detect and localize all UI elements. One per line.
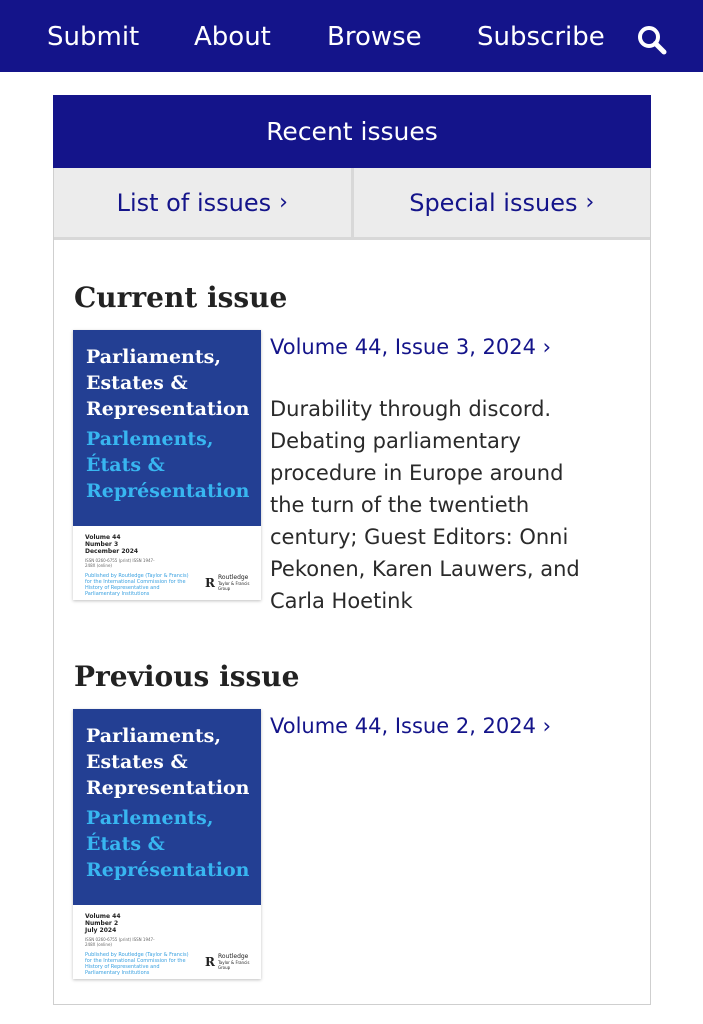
- special-issues-label: Special issues: [409, 188, 578, 217]
- logo-name: Routledge: [217, 953, 249, 960]
- cover-date: July 2024: [85, 927, 117, 934]
- cover-title-line: Parliaments,: [86, 346, 221, 368]
- search-icon[interactable]: [636, 24, 668, 56]
- routledge-logo: [205, 953, 261, 970]
- cover-title-french: [86, 426, 251, 504]
- cover-publisher-note: Published by Routledge (Taylor & Francis) for the International Commission for the History of Representative and Parliamentary Institutions: [85, 573, 189, 597]
- cover-title-line: Estates &: [86, 751, 188, 773]
- current-issue-link[interactable]: Volume 44, Issue 3, 2024 ›: [270, 335, 552, 359]
- cover-title-block: [73, 330, 261, 526]
- cover-title-line: Représentation: [86, 859, 250, 881]
- logo-name: Routledge: [217, 574, 249, 581]
- current-issue-cover[interactable]: [73, 330, 261, 600]
- issue-tabs: [54, 168, 650, 240]
- cover-title-block: [73, 709, 261, 905]
- routledge-logo: [205, 574, 261, 591]
- cover-number: Number 3: [85, 541, 119, 548]
- routledge-logo-text: [218, 574, 261, 591]
- cover-title-line: Representation: [86, 777, 250, 799]
- cover-title-english: [86, 344, 251, 422]
- cover-date: December 2024: [85, 548, 139, 555]
- previous-issue-cover[interactable]: [73, 709, 261, 979]
- top-navigation-bar: [0, 0, 703, 72]
- cover-volume: Volume 44: [85, 534, 121, 541]
- chevron-right-icon: ›: [585, 190, 595, 215]
- nav-about-link[interactable]: About: [194, 22, 271, 52]
- nav-browse-link[interactable]: Browse: [327, 22, 422, 52]
- cover-volume-info: [85, 913, 155, 934]
- logo-sub: Taylor & Francis Group: [217, 960, 250, 970]
- nav-subscribe-link[interactable]: Subscribe: [477, 22, 605, 52]
- cover-title-english: [86, 723, 251, 801]
- cover-volume-info: [85, 534, 155, 555]
- routledge-logo-mark: R: [205, 575, 215, 590]
- chevron-right-icon: ›: [279, 190, 288, 215]
- cover-volume: Volume 44: [85, 913, 121, 920]
- cover-publisher-note: Published by Routledge (Taylor & Francis) for the International Commission for the History of Representative and Parliamentary Institutions: [85, 952, 189, 976]
- cover-title-line: États &: [86, 833, 165, 855]
- recent-issues-panel: [53, 95, 651, 1005]
- routledge-logo-text: [218, 953, 261, 970]
- cover-title-line: Estates &: [86, 372, 188, 394]
- cover-title-line: États &: [86, 454, 165, 476]
- cover-issn: ISSN 0260-6755 (print) ISSN 1947-248X (online): [85, 937, 155, 947]
- special-issues-tab[interactable]: [354, 168, 651, 237]
- cover-title-line: Parliaments,: [86, 725, 221, 747]
- current-issue-heading: Current issue: [74, 281, 288, 314]
- nav-submit-link[interactable]: Submit: [47, 22, 140, 52]
- current-issue-description: Durability through discord. Debating parliamentary procedure in Europe around the turn of the twentieth century; Guest Editors: Onni Pekonen, Karen Lauwers, and Carla Hoetink: [270, 397, 580, 613]
- previous-issue-link[interactable]: Volume 44, Issue 2, 2024 ›: [270, 714, 552, 738]
- list-of-issues-label: List of issues: [116, 188, 272, 217]
- cover-title-line: Representation: [86, 398, 250, 420]
- cover-title-line: Représentation: [86, 480, 250, 502]
- list-of-issues-tab[interactable]: [54, 168, 354, 237]
- logo-sub: Taylor & Francis Group: [217, 581, 250, 591]
- recent-issues-header: Recent issues: [53, 95, 651, 168]
- previous-issue-heading: Previous issue: [74, 660, 300, 693]
- cover-issn: ISSN 0260-6755 (print) ISSN 1947-248X (online): [85, 558, 155, 568]
- routledge-logo-mark: R: [205, 954, 215, 969]
- cover-title-line: Parlements,: [86, 807, 214, 829]
- cover-number: Number 2: [85, 920, 119, 927]
- cover-title-line: Parlements,: [86, 428, 214, 450]
- cover-title-french: [86, 805, 251, 883]
